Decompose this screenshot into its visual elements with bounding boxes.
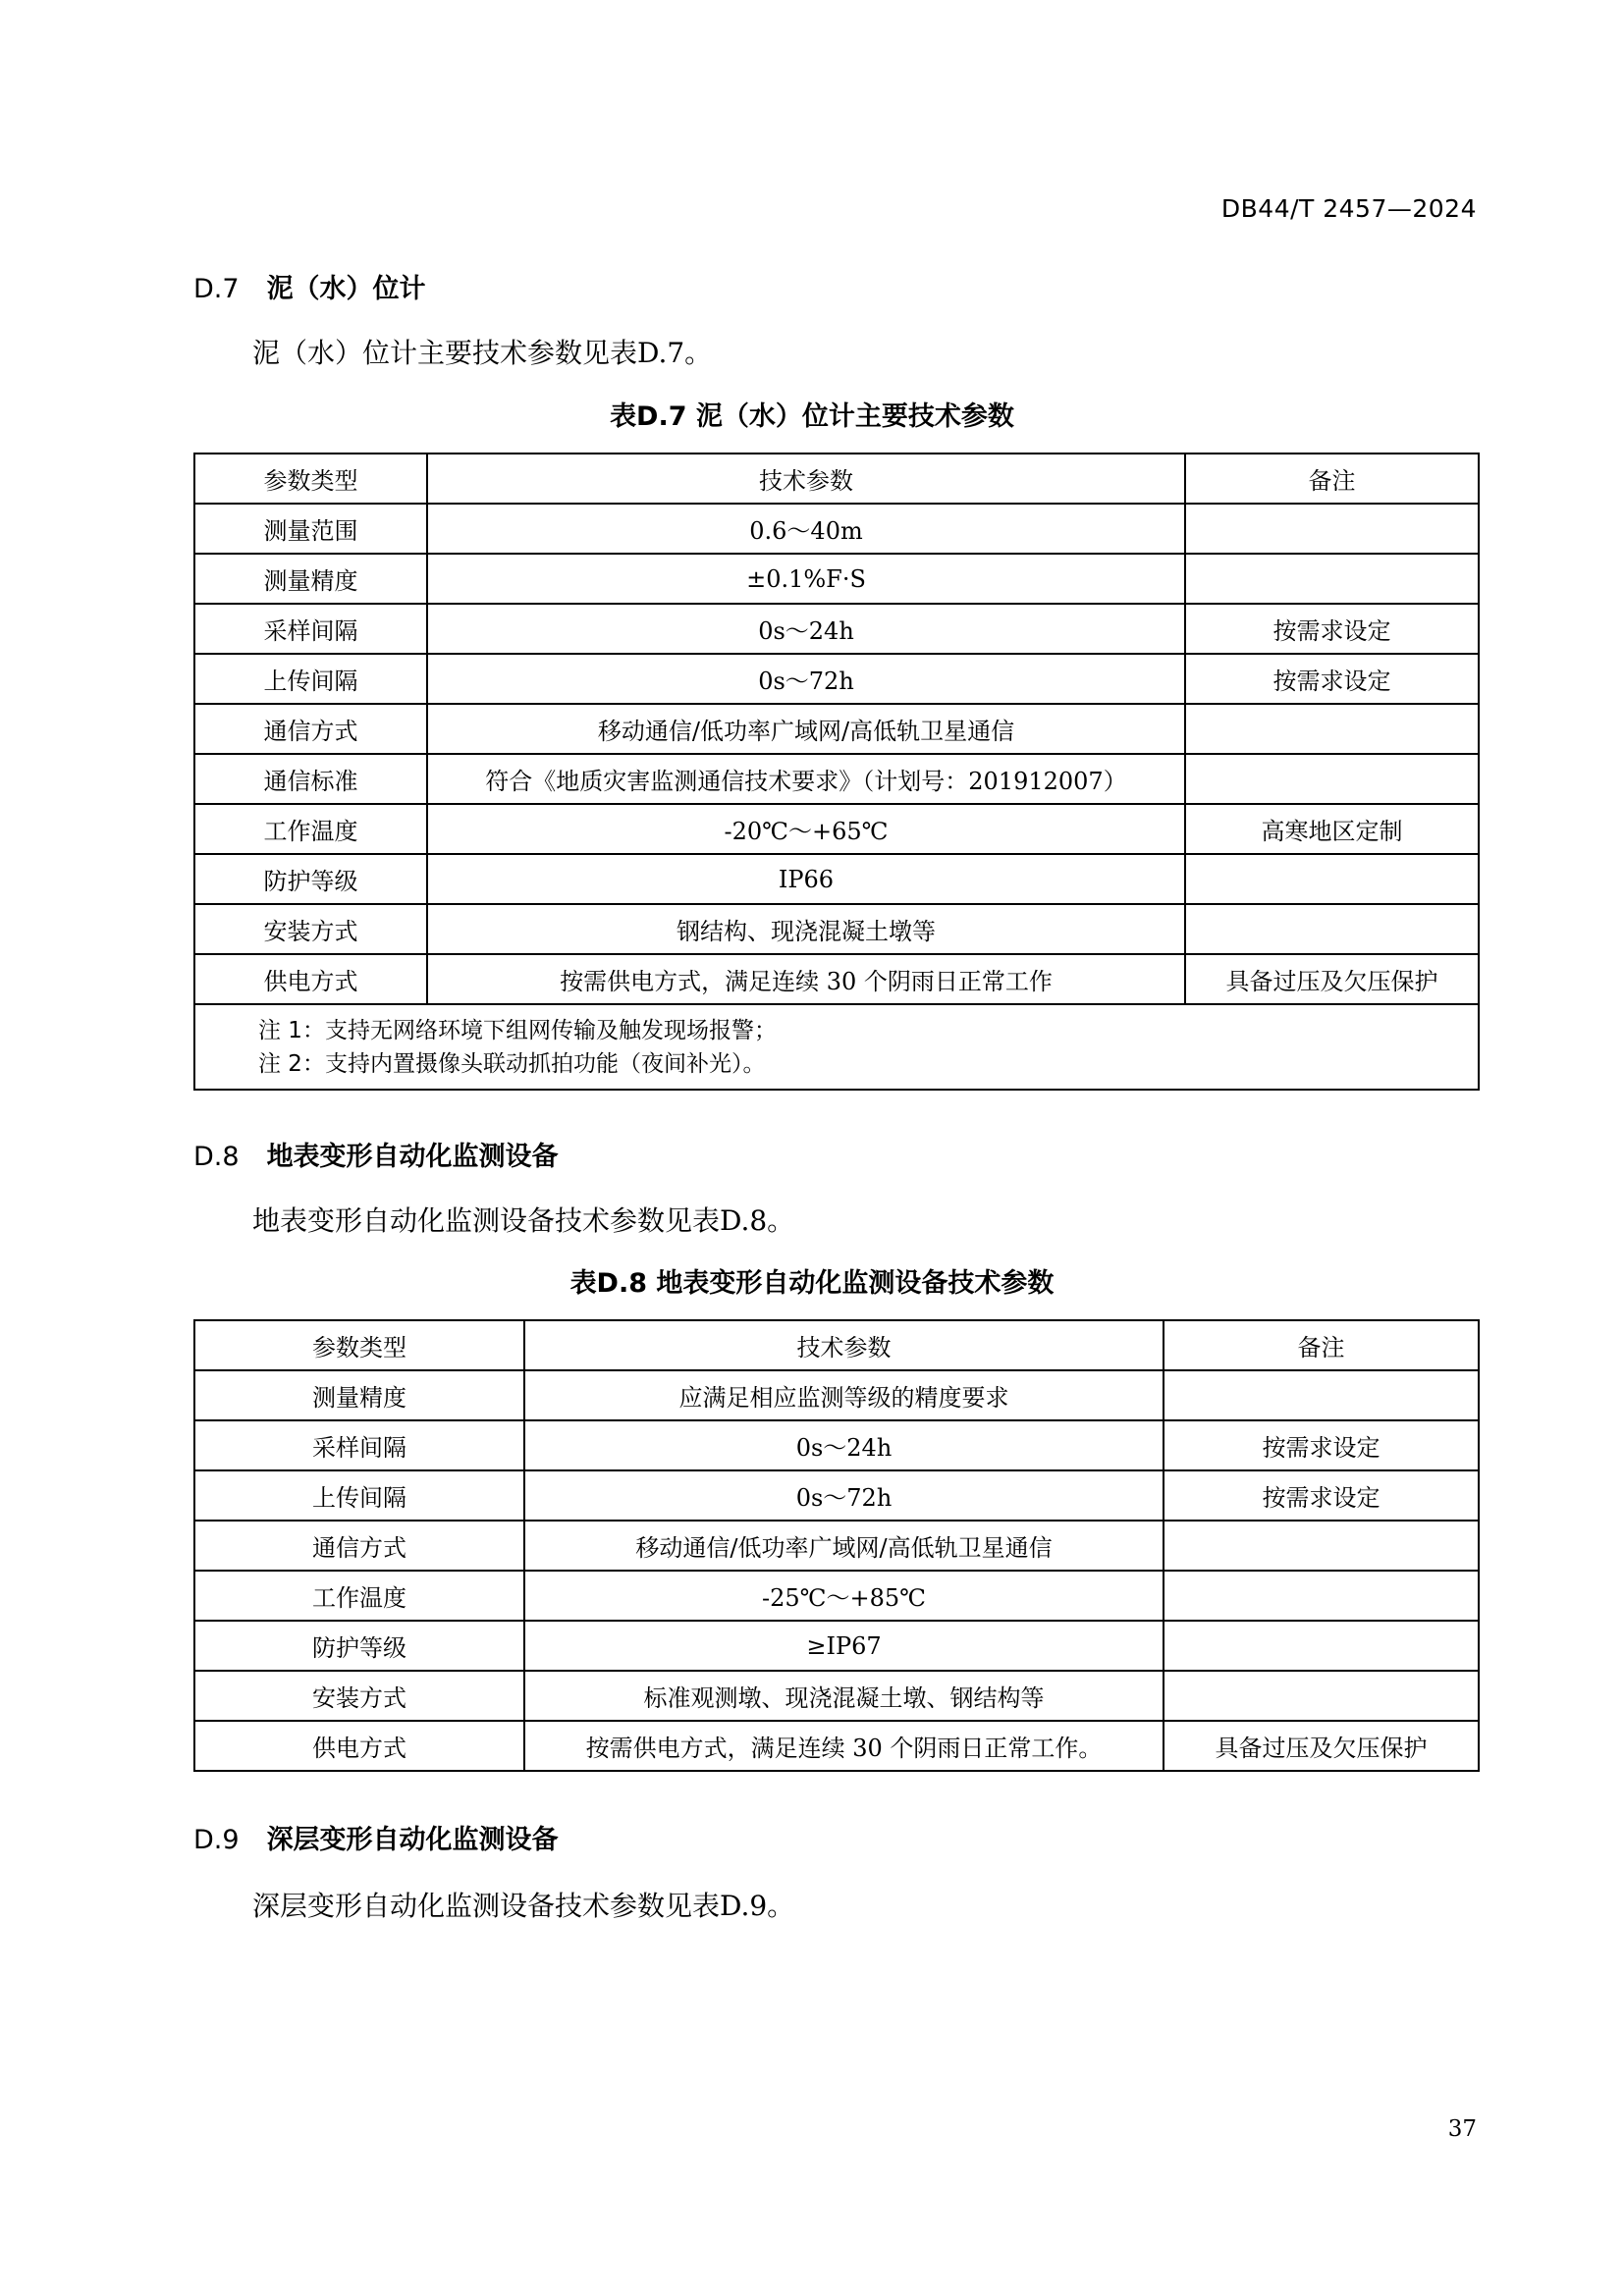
table-cell: 0s～72h [524, 1470, 1164, 1521]
table-row [194, 804, 1479, 854]
table-cell: 移动通信/低功率广域网/高低轨卫星通信 [427, 704, 1185, 754]
section-intro-d9: 深层变形自动化监测设备技术参数见表D.9。 [252, 1890, 795, 1922]
table-cell: -25℃～+85℃ [524, 1571, 1164, 1621]
column-header: 参数类型 [194, 1320, 524, 1370]
table-cell: 按需供电方式，满足连续 30 个阴雨日正常工作。 [524, 1721, 1164, 1771]
table-cell: -20℃～+65℃ [427, 804, 1185, 854]
table-cell: 工作温度 [194, 1571, 524, 1621]
table-cell: 上传间隔 [194, 1470, 524, 1521]
table-header-row [194, 1320, 1479, 1370]
table-cell: 供电方式 [194, 954, 427, 1004]
table-row [194, 1521, 1479, 1571]
table-header-row [194, 454, 1479, 504]
table-cell: 具备过压及欠压保护 [1164, 1721, 1479, 1771]
table-note: 注 1：支持无网络环境下组网传输及触发现场报警； [258, 1017, 777, 1043]
document-code: DB44/T 2457—2024 [1220, 194, 1477, 223]
table-cell: 按需求设定 [1185, 604, 1479, 654]
table-cell: 上传间隔 [194, 654, 427, 704]
table-cell: 测量精度 [194, 554, 427, 604]
table-cell: 安装方式 [194, 904, 427, 954]
table-cell: 测量精度 [194, 1370, 524, 1420]
table-cell [1185, 854, 1479, 904]
table-cell: 通信方式 [194, 704, 427, 754]
section-number: D.8 [193, 1142, 240, 1172]
table-row [194, 1721, 1479, 1771]
page-number: 37 [1447, 2116, 1477, 2142]
section-intro-d7: 泥（水）位计主要技术参数见表D.7。 [252, 337, 713, 369]
table-cell [1164, 1571, 1479, 1621]
table-row [194, 1621, 1479, 1671]
table-cell: 钢结构、现浇混凝土墩等 [427, 904, 1185, 954]
table-cell: 按需求设定 [1164, 1470, 1479, 1521]
section-title: 泥（水）位计 [266, 274, 426, 304]
table-row [194, 954, 1479, 1004]
parameter-table-d8 [193, 1319, 1480, 1772]
table-cell: 标准观测墩、现浇混凝土墩、钢结构等 [524, 1671, 1164, 1721]
table-cell: ≥IP67 [524, 1621, 1164, 1671]
table-row [194, 604, 1479, 654]
section-heading-d9 [193, 1818, 559, 1856]
table-row [194, 1370, 1479, 1420]
table-caption-d7: 表D.7 泥（水）位计主要技术参数 [610, 401, 1014, 432]
table-cell: 通信方式 [194, 1521, 524, 1571]
table-cell: 按需供电方式，满足连续 30 个阴雨日正常工作 [427, 954, 1185, 1004]
table-cell [1164, 1370, 1479, 1420]
table-cell: 采样间隔 [194, 1420, 524, 1470]
table-cell [1185, 504, 1479, 554]
table-cell [1185, 554, 1479, 604]
parameter-table-d7 [193, 453, 1480, 1091]
table-row [194, 1470, 1479, 1521]
table-cell: 按需求设定 [1164, 1420, 1479, 1470]
table-row [194, 1571, 1479, 1621]
table-cell [1185, 704, 1479, 754]
table-cell [1164, 1521, 1479, 1571]
table-row [194, 854, 1479, 904]
section-number: D.9 [193, 1825, 240, 1855]
column-header: 备注 [1185, 454, 1479, 504]
table-cell [1164, 1621, 1479, 1671]
table-row [194, 554, 1479, 604]
table-cell [1185, 754, 1479, 804]
table-cell: 符合《地质灾害监测通信技术要求》（计划号：201912007） [427, 754, 1185, 804]
table-cell: 供电方式 [194, 1721, 524, 1771]
table-cell: 0s～24h [524, 1420, 1164, 1470]
table-cell: 移动通信/低功率广域网/高低轨卫星通信 [524, 1521, 1164, 1571]
table-cell [1164, 1671, 1479, 1721]
table-cell: 按需求设定 [1185, 654, 1479, 704]
table-notes [194, 1004, 1479, 1090]
section-heading-d7 [193, 267, 426, 305]
table-note: 注 2：支持内置摄像头联动抓拍功能（夜间补光）。 [258, 1050, 766, 1077]
table-cell [1185, 904, 1479, 954]
table-cell: 采样间隔 [194, 604, 427, 654]
table-cell: 通信标准 [194, 754, 427, 804]
table-notes-row [194, 1004, 1479, 1090]
table-cell: 高寒地区定制 [1185, 804, 1479, 854]
table-cell: 防护等级 [194, 1621, 524, 1671]
table-row [194, 704, 1479, 754]
table-cell: 工作温度 [194, 804, 427, 854]
table-cell: 0s～24h [427, 604, 1185, 654]
table-row [194, 1420, 1479, 1470]
table-cell: 0.6～40m [427, 504, 1185, 554]
table-row [194, 754, 1479, 804]
table-cell: 防护等级 [194, 854, 427, 904]
column-header: 备注 [1164, 1320, 1479, 1370]
section-title: 深层变形自动化监测设备 [266, 1825, 559, 1855]
table-row [194, 1671, 1479, 1721]
table-cell: 安装方式 [194, 1671, 524, 1721]
column-header: 技术参数 [427, 454, 1185, 504]
table-cell: 具备过压及欠压保护 [1185, 954, 1479, 1004]
table-caption-d8: 表D.8 地表变形自动化监测设备技术参数 [569, 1268, 1055, 1299]
table-cell: 应满足相应监测等级的精度要求 [524, 1370, 1164, 1420]
table-cell: IP66 [427, 854, 1185, 904]
table-row [194, 654, 1479, 704]
section-intro-d8: 地表变形自动化监测设备技术参数见表D.8。 [252, 1204, 795, 1237]
section-heading-d8 [193, 1135, 559, 1173]
table-row [194, 504, 1479, 554]
table-cell: 0s～72h [427, 654, 1185, 704]
table-cell: 测量范围 [194, 504, 427, 554]
table-row [194, 904, 1479, 954]
section-number: D.7 [193, 274, 240, 304]
column-header: 技术参数 [524, 1320, 1164, 1370]
table-cell: ±0.1%F·S [427, 554, 1185, 604]
section-title: 地表变形自动化监测设备 [266, 1142, 559, 1172]
column-header: 参数类型 [194, 454, 427, 504]
